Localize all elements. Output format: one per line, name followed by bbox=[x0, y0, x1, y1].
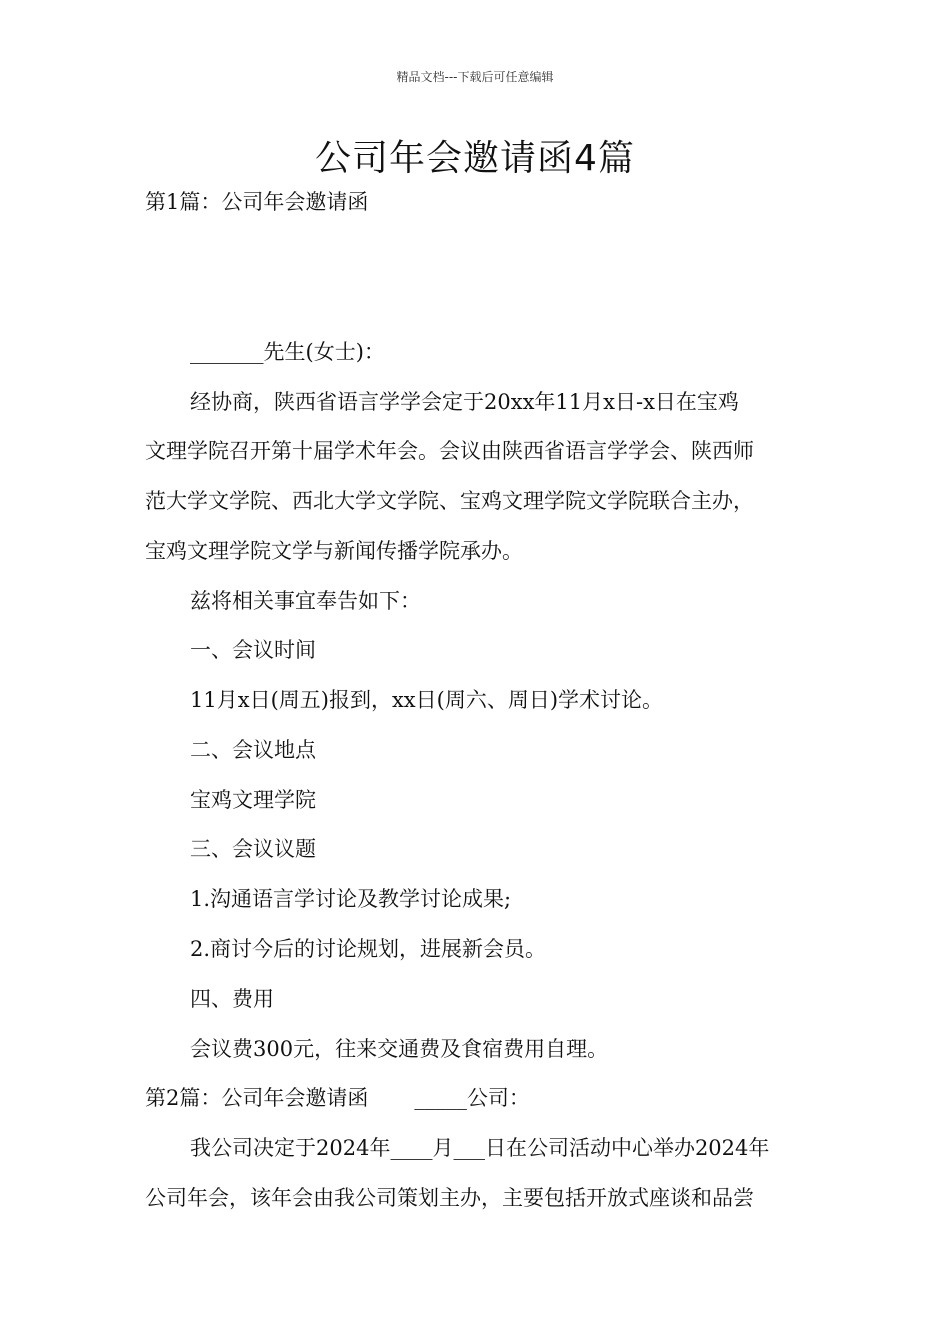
section-2-heading: 第2篇：公司年会邀请函 bbox=[145, 1086, 369, 1110]
section-1-heading: 第1篇：公司年会邀请函 bbox=[145, 190, 369, 214]
intro-line: 兹将相关事宜奉告如下： bbox=[190, 589, 421, 613]
item-2-title: 二、会议地点 bbox=[190, 738, 316, 762]
item-1-title: 一、会议时间 bbox=[190, 638, 316, 662]
paragraph-line: 范大学文学院、西北大学文学院、宝鸡文理学院文学院联合主办， bbox=[145, 489, 754, 513]
paragraph-line: 我公司决定于2024年____月___日在公司活动中心举办2024年 bbox=[190, 1136, 770, 1160]
section-2-recipient: _____公司： bbox=[414, 1086, 530, 1110]
item-4-text: 会议费300元，往来交通费及食宿费用自理。 bbox=[190, 1037, 609, 1061]
item-3-text-2: 2.商讨今后的讨论规划，进展新会员。 bbox=[190, 937, 547, 961]
item-2-text: 宝鸡文理学院 bbox=[190, 788, 316, 812]
paragraph-line: 宝鸡文理学院文学与新闻传播学院承办。 bbox=[145, 539, 523, 563]
item-3-title: 三、会议议题 bbox=[190, 837, 316, 861]
paragraph-line: 公司年会，该年会由我公司策划主办，主要包括开放式座谈和品尝 bbox=[145, 1186, 754, 1210]
paragraph-line: 文理学院召开第十届学术年会。会议由陕西省语言学学会、陕西师 bbox=[145, 439, 754, 463]
salutation: _______先生(女士)： bbox=[190, 340, 385, 364]
header-note: 精品文档---下载后可任意编辑 bbox=[396, 70, 554, 84]
item-4-title: 四、费用 bbox=[190, 987, 274, 1011]
document-title: 公司年会邀请函4篇 bbox=[315, 138, 635, 179]
item-1-text: 11月x日(周五)报到，xx日(周六、周日)学术讨论。 bbox=[190, 688, 664, 712]
section-2-heading-line bbox=[145, 1084, 530, 1112]
item-3-text-1: 1.沟通语言学讨论及教学讨论成果; bbox=[190, 887, 512, 911]
paragraph-line: 经协商，陕西省语言学学会定于20xx年11月x日-x日在宝鸡 bbox=[190, 390, 739, 414]
